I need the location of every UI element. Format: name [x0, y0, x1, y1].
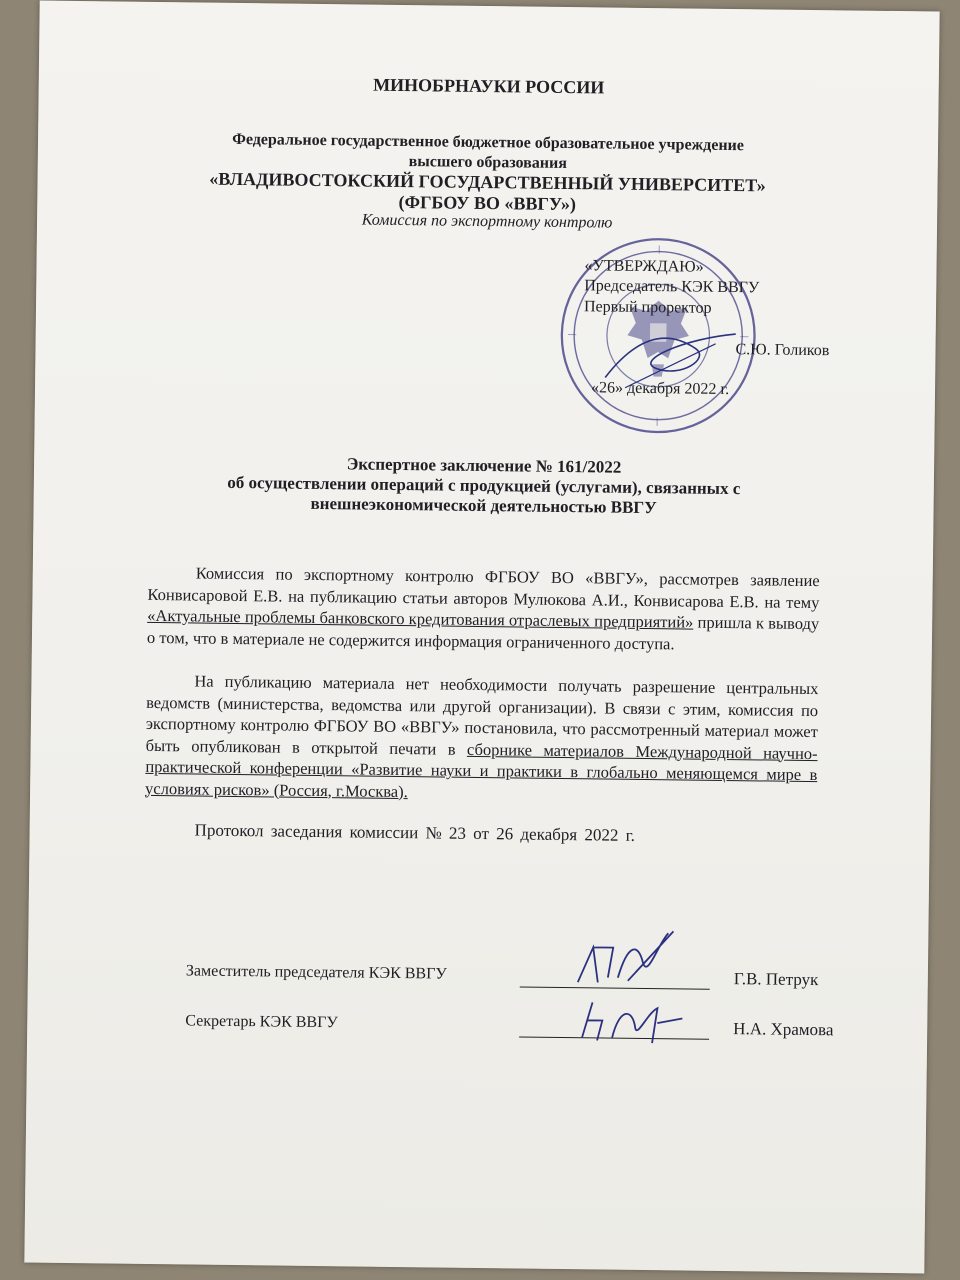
secretary-name: Н.А. Храмова [733, 1019, 834, 1040]
article-title-underlined: «Актуальные проблемы банковского кредитования отраслевых предприятий» [147, 605, 694, 632]
paragraph-1-text-start: Комиссия по экспортному контролю ФГБОУ ВО «ВВГУ», рассмотрев заявление Конвисаровой Е.В. на публикацию статьи авторов Мулюкова А.И., Конвисарова Е.В. на тему [147, 563, 820, 612]
approve-stamp-text: «УТВЕРЖДАЮ» [584, 257, 704, 276]
conclusion-title: Экспертное заключение № 161/2022 [346, 454, 622, 477]
university-abbr: (ФГБОУ ВО «ВВГУ») [398, 191, 577, 215]
paragraph-1-text-end: пришла к выводу о том, что в материале не содержится информация ограниченного доступа. [146, 612, 820, 653]
approver-position: Первый проректор [583, 298, 712, 317]
university-name: «ВЛАДИВОСТОКСКИЙ ГОСУДАРСТВЕННЫЙ УНИВЕРСИТЕТ» [209, 168, 766, 196]
approver-name: С.Ю. Голиков [735, 341, 830, 360]
conclusion-subtitle-line-1: об осуществлении операций с продукцией (услугами), связанных с [227, 472, 741, 499]
secretary-role: Секретарь КЭК ВВГУ [185, 1012, 338, 1032]
secretary-handwritten-signature-icon [557, 982, 698, 1054]
deputy-chairman-name: Г.В. Петрук [733, 969, 819, 990]
approval-date: «26» декабря 2022 г. [590, 379, 730, 399]
approver-title: Председатель КЭК ВВГУ [584, 277, 760, 297]
conclusion-subtitle-line-2: внешнеэкономической деятельностью ВВГУ [310, 493, 657, 518]
ministry-heading: МИНОБРНАУКИ РОССИИ [373, 74, 605, 98]
body-paragraph-1 [147, 562, 820, 656]
institution-line-2: высшего образования [408, 153, 568, 173]
publication-venue-underlined: сборнике материалов Международной научно-практической конференции «Развитие науки и практики в глобально меняющемся мире в условиях рисков» (Россия, г.Москва). [145, 739, 818, 801]
commission-subtitle: Комиссия по экспортному контролю [361, 211, 613, 232]
approver-signature-icon [595, 317, 746, 399]
body-paragraph-2 [145, 670, 819, 807]
protocol-line: Протокол заседания комиссии № 23 от 26 декабря 2022 г. [194, 820, 636, 845]
document-page [24, 1, 939, 1274]
paragraph-2-text-start: На публикацию материала нет необходимости получать разрешение центральных ведомств (министерства, ведомства или другой организации). В связи с этим, комиссия по экспортному контролю ФГБОУ ВО «ВВГУ» постановила, что рассмотренный материал может быть опубликован в открытой печати в [145, 671, 819, 759]
institution-line-1: Федеральное государственное бюджетное образовательное учреждение [232, 130, 745, 155]
deputy-chairman-role: Заместитель председателя КЭК ВВГУ [185, 962, 447, 983]
